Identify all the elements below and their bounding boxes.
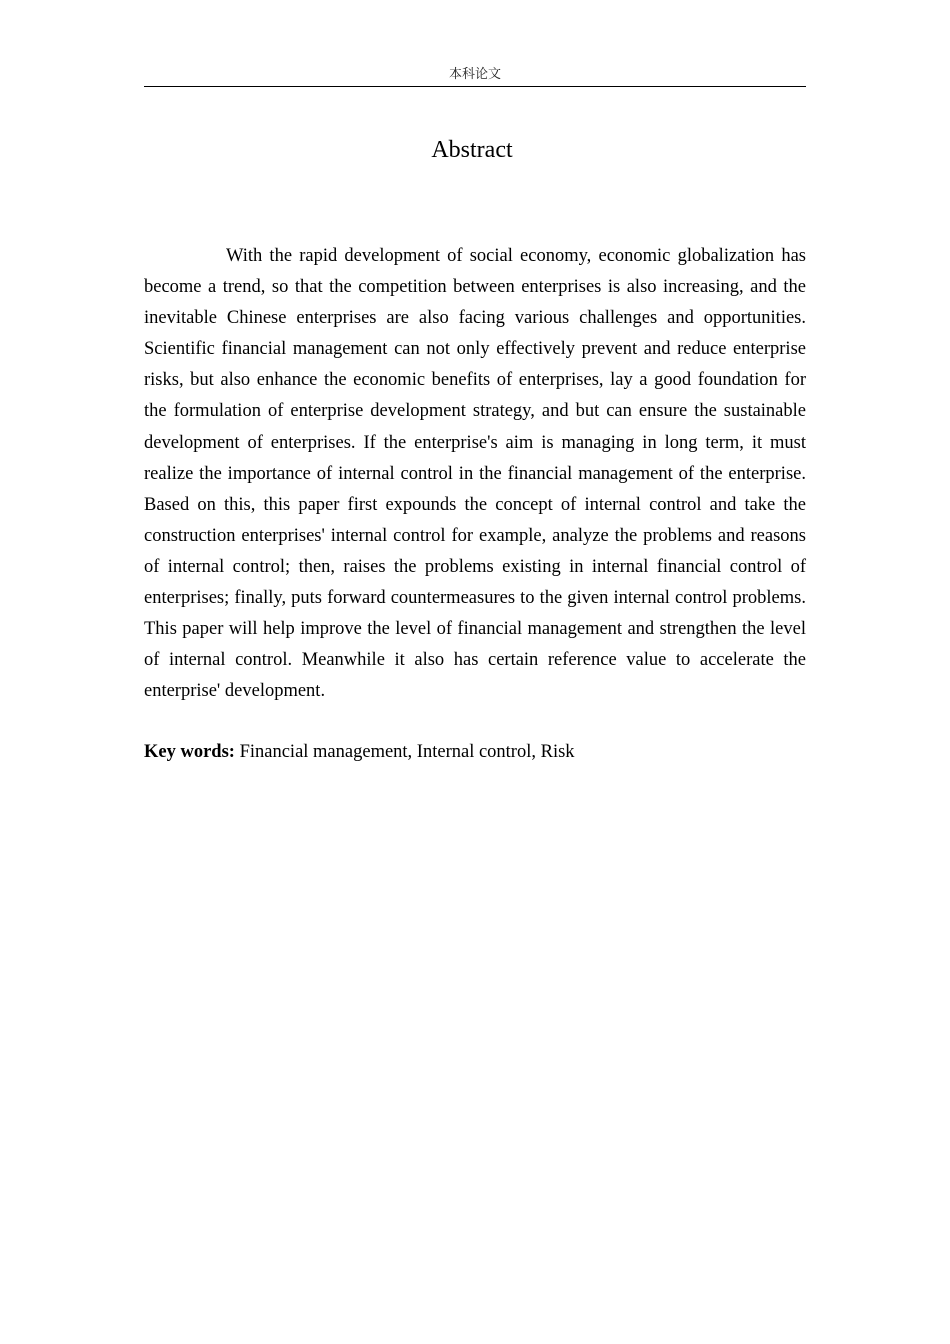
abstract-body: With the rapid development of social economy, economic globalization has become a trend, so that the competition between enterprises is also increasing, and the inevitable Chinese enterprises are also facing various challenges and opportunities. Scientific financial management can not only effectively prevent and reduce enterprise risks, but also enhance the economic benefits of enterprises, lay a good foundation for the formulation of enterprise development strategy, and but can ensure the sustainable development of enterprises. If the enterprise's aim is managing in long term, it must realize the importance of internal control in the financial management of the enterprise. Based on this, this paper first expounds the concept of internal control and take the construction enterprises' internal control for example, analyze the problems and reasons of internal control; then, raises the problems existing in internal financial control of enterprises; finally, puts forward countermeasures to the given internal control problems. This paper will help improve the level of financial management and strengthen the level of internal control. Meanwhile it also has certain reference value to accelerate the enterprise' development.	[144, 246, 806, 702]
keywords-label: Key words:	[144, 742, 235, 762]
running-header: 本科论文	[448, 67, 501, 82]
header-rule	[144, 86, 806, 87]
abstract-title: Abstract	[431, 137, 513, 163]
keywords-line	[144, 737, 806, 768]
keywords-value: Financial management, Internal control, Risk	[234, 742, 575, 762]
